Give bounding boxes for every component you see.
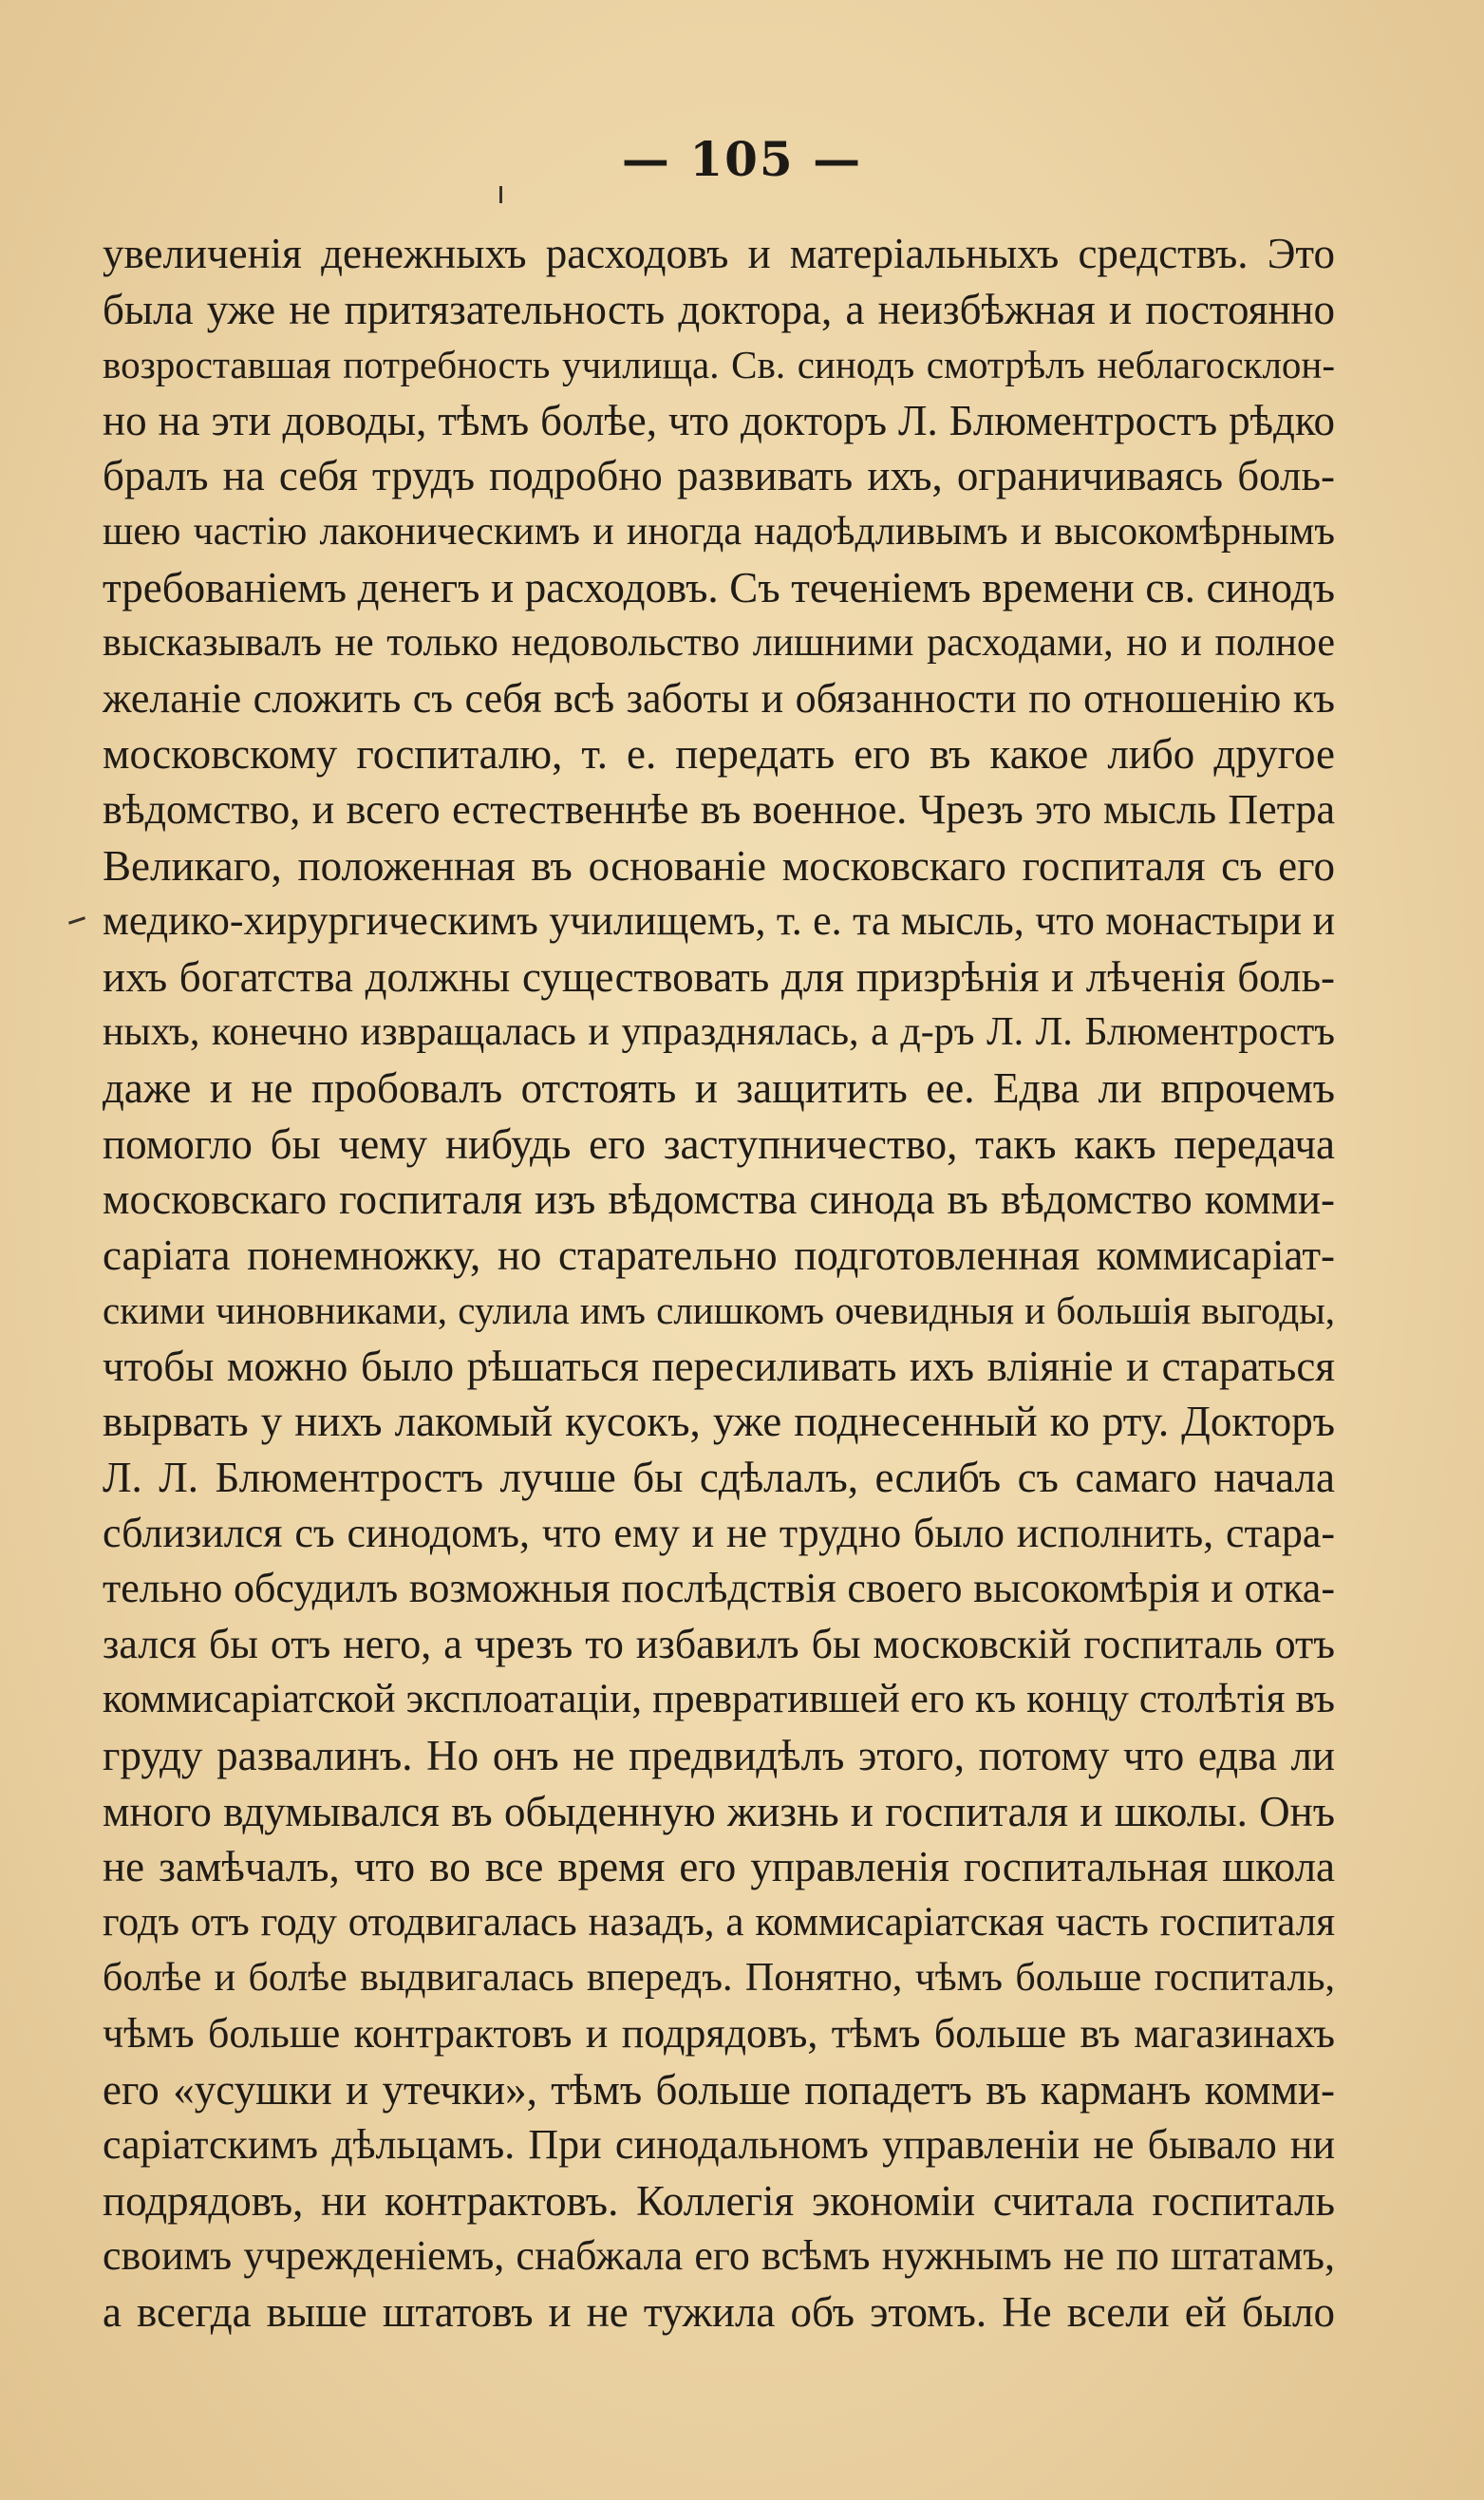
- text-line: груду развалинъ. Но онъ не предвидѣлъ этого, потому что едва ли: [103, 1732, 1335, 1780]
- text-line: высказывалъ не только недовольство лишними расходами, но и полное: [103, 621, 1335, 666]
- text-line: саріата понемножку, но старательно подготовленная коммисаріат-: [103, 1231, 1335, 1279]
- text-line: чѣмъ больше контрактовъ и подрядовъ, тѣмъ больше въ магазинахъ: [103, 2010, 1335, 2057]
- text-line: московскаго госпиталя изъ вѣдомства синода въ вѣдомство комми-: [103, 1175, 1335, 1224]
- text-line: требованіемъ денегъ и расходовъ. Съ теченіемъ времени св. синодъ: [103, 563, 1335, 611]
- text-line: его «усушки и утечки», тѣмъ больше попадетъ въ карманъ комми-: [103, 2065, 1335, 2114]
- text-line: много вдумывался въ обыденную жизнь и госпиталя и школы. Онъ: [103, 1787, 1335, 1835]
- text-line: возроставшая потребность училища. Св. синодъ смотрѣлъ неблагосклон-: [103, 343, 1335, 387]
- text-line: шею частію лаконическимъ и иногда надоѣдливымъ и высокомѣрнымъ: [103, 509, 1335, 554]
- text-line: своимъ учрежденіемъ, снабжала его всѣмъ нужнымъ не по штатамъ,: [103, 2232, 1335, 2280]
- text-line: сблизился съ синодомъ, что ему и не трудно было исполнить, стара-: [103, 1509, 1335, 1556]
- margin-mark: [68, 916, 85, 924]
- text-line: вырвать у нихъ лакомый кусокъ, уже поднесенный ко рту. Докторъ: [103, 1398, 1335, 1446]
- text-line: тельно обсудилъ возможныя послѣдствія своего высокомѣрія и отка-: [103, 1565, 1335, 1612]
- text-line: увеличенія денежныхъ расходовъ и матеріальныхъ средствъ. Это: [103, 230, 1335, 277]
- text-line: подрядовъ, ни контрактовъ. Коллегія экономіи считала госпиталь: [103, 2176, 1335, 2225]
- text-line: желаніе сложить съ себя всѣ заботы и обязанности по отношенію къ: [103, 674, 1335, 722]
- text-line: саріатскимъ дѣльцамъ. При синодальномъ управленіи не бывало ни: [103, 2121, 1335, 2169]
- text-line: бралъ на себя трудъ подробно развивать ихъ, ограничиваясь боль-: [103, 452, 1335, 500]
- text-line: Л. Л. Блюментростъ лучше бы сдѣлалъ, еслибъ съ самаго начала: [103, 1454, 1335, 1502]
- text-line: зался бы отъ него, а чрезъ то избавилъ бы московскій госпиталь отъ: [103, 1620, 1335, 1667]
- page-number: — 105 —: [621, 131, 863, 187]
- printer-mark: [499, 186, 502, 203]
- text-line: ныхъ, конечно извращалась и упразднялась, а д-ръ Л. Л. Блюментростъ: [103, 1010, 1335, 1055]
- text-line: годъ отъ году отодвигалась назадъ, а коммисаріатская часть госпиталя: [103, 1899, 1335, 1945]
- text-line: но на эти доводы, тѣмъ болѣе, что докторъ Л. Блюментростъ рѣдко: [103, 396, 1335, 444]
- text-line: не замѣчалъ, что во все время его управленія госпитальная школа: [103, 1843, 1335, 1891]
- text-line: скими чиновниками, сулила имъ слишкомъ очевидныя и большія выгоды,: [103, 1288, 1335, 1333]
- text-line: Великаго, положенная въ основаніе московскаго госпиталя съ его: [103, 841, 1335, 890]
- text-line: коммисаріатской эксплоатаціи, превратившей его къ концу столѣтія въ: [103, 1677, 1335, 1722]
- text-line: московскому госпиталю, т. е. передать его въ какое либо другое: [103, 730, 1335, 779]
- text-line: чтобы можно было рѣшаться пересиливать ихъ вліяніе и стараться: [103, 1342, 1335, 1390]
- text-line: была уже не притязательность доктора, а неизбѣжная и постоянно: [103, 285, 1335, 333]
- text-line: а всегда выше штатовъ и не тужила объ этомъ. Не всели ей было: [103, 2287, 1335, 2336]
- text-line: даже и не пробовалъ отстоять и защитить ее. Едва ли впрочемъ: [103, 1063, 1335, 1112]
- text-line: ихъ богатства должны существовать для призрѣнія и лѣченія боль-: [103, 952, 1335, 1001]
- text-line: медико-хирургическимъ училищемъ, т. е. та мысль, что монастыри и: [103, 897, 1335, 945]
- text-line: помогло бы чему нибудь его заступничество, такъ какъ передача: [103, 1119, 1335, 1168]
- body-text: [103, 226, 1335, 2340]
- text-line: вѣдомство, и всего естественнѣе въ военное. Чрезъ это мысль Петра: [103, 785, 1335, 833]
- text-line: болѣе и болѣе выдвигалась впередъ. Понятно, чѣмъ больше госпиталь,: [103, 1956, 1335, 2001]
